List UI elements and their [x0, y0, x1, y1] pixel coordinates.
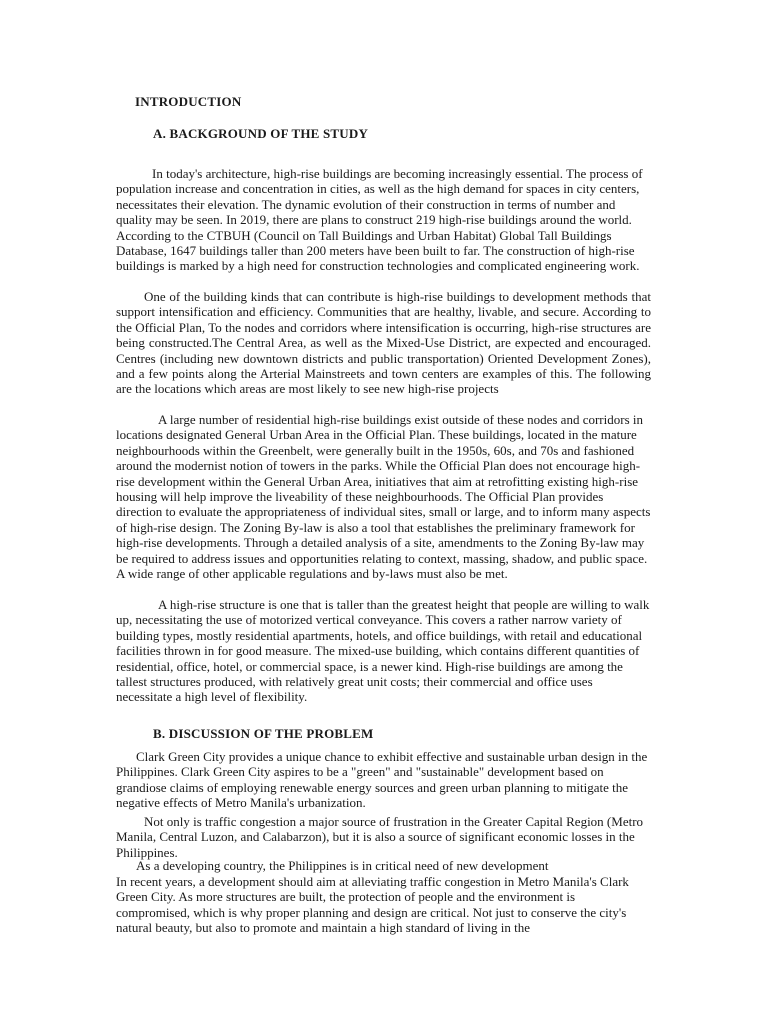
section-a-paragraph-4: A high-rise structure is one that is taller than the greatest height that people are willing to walk up, necessitating the use of motorized vertical conveyance. This covers a rather narrow variety of building types, mostly residential apartments, hotels, and office buildings, with retail and educational facilities thrown in for good measure. The mixed-use building, which contains different quantities of residential, office, hotel, or commercial space, is a newer kind. High-rise buildings are among the tallest structures produced, with relatively great unit costs; their commercial and office uses necessitate a high level of flexibility. [116, 597, 650, 705]
page-title: INTRODUCTION [135, 94, 242, 109]
section-a-paragraph-2: One of the building kinds that can contribute is high-rise buildings to development methods that support intensification and efficiency. Communities that are healthy, livable, and secure. According to the Official Plan, To the nodes and corridors where intensification is occurring, high-rise structures are being constructed.The Central Area, as well as the Mixed-Use District, are expected and encouraged. Centres (including new downtown districts and public transportation) Oriented Development Zones), and a few points along the Arterial Mainstreets and town centers are examples of this. The following are the locations which areas are most likely to see new high-rise projects [116, 289, 651, 397]
section-a-paragraph-3: A large number of residential high-rise buildings exist outside of these nodes and corridors in locations designated General Urban Area in the Official Plan. These buildings, located in the mature neighbourhoods within the Greenbelt, were generally built in the 1950s, 60s, and 70s and fashioned around the modernist notion of towers in the parks. While the Official Plan does not encourage high-rise development within the General Urban Area, initiatives that aim at retrofitting existing high-rise housing will help improve the liveability of these neighbourhoods. The Official Plan provides direction to evaluate the appropriateness of individual sites, small or large, and to inform many aspects of high-rise design. The Zoning By-law is also a tool that establishes the preliminary framework for high-rise developments. Through a detailed analysis of a site, amendments to the Zoning By-law may be required to address issues and opportunities relating to context, massing, shadow, and public space. A wide range of other applicable regulations and by-laws must also be met. [116, 412, 651, 582]
section-a-heading: A. BACKGROUND OF THE STUDY [153, 126, 369, 141]
section-b-paragraph-2: Not only is traffic congestion a major source of frustration in the Greater Capital Region (Metro Manila, Central Luzon, and Calabarzon), but it is also a source of significant economic losses in the Philippines. [116, 814, 644, 860]
section-b-paragraph-3: As a developing country, the Philippines is in critical need of new development [136, 858, 549, 873]
section-b-heading: B. DISCUSSION OF THE PROBLEM [153, 726, 374, 741]
section-a-paragraph-1: In today's architecture, high-rise buildings are becoming increasingly essential. The process of population increase and concentration in cities, as well as the high demand for spaces in city centers, necessitates their elevation. The dynamic evolution of their construction in terms of number and quality may be seen. In 2019, there are plans to construct 219 high-rise buildings around the world. According to the CTBUH (Council on Tall Buildings and Urban Habitat) Global Tall Buildings Database, 1647 buildings taller than 200 meters have been built to far. The construction of high-rise buildings is marked by a high need for construction technologies and complicated engineering work. [116, 166, 643, 274]
section-b-paragraph-1: Clark Green City provides a unique chance to exhibit effective and sustainable urban design in the Philippines. Clark Green City aspires to be a "green" and "sustainable" development based on grandiose claims of employing renewable energy sources and green urban planning to mitigate the negative effects of Metro Manila's urbanization. [116, 749, 648, 811]
section-b-paragraph-4: In recent years, a development should aim at alleviating traffic congestion in Metro Manila's Clark Green City. As more structures are built, the protection of people and the environment is compromised, which is why proper planning and design are critical. Not just to conserve the city's natural beauty, but also to promote and maintain a high standard of living in the [116, 874, 629, 936]
